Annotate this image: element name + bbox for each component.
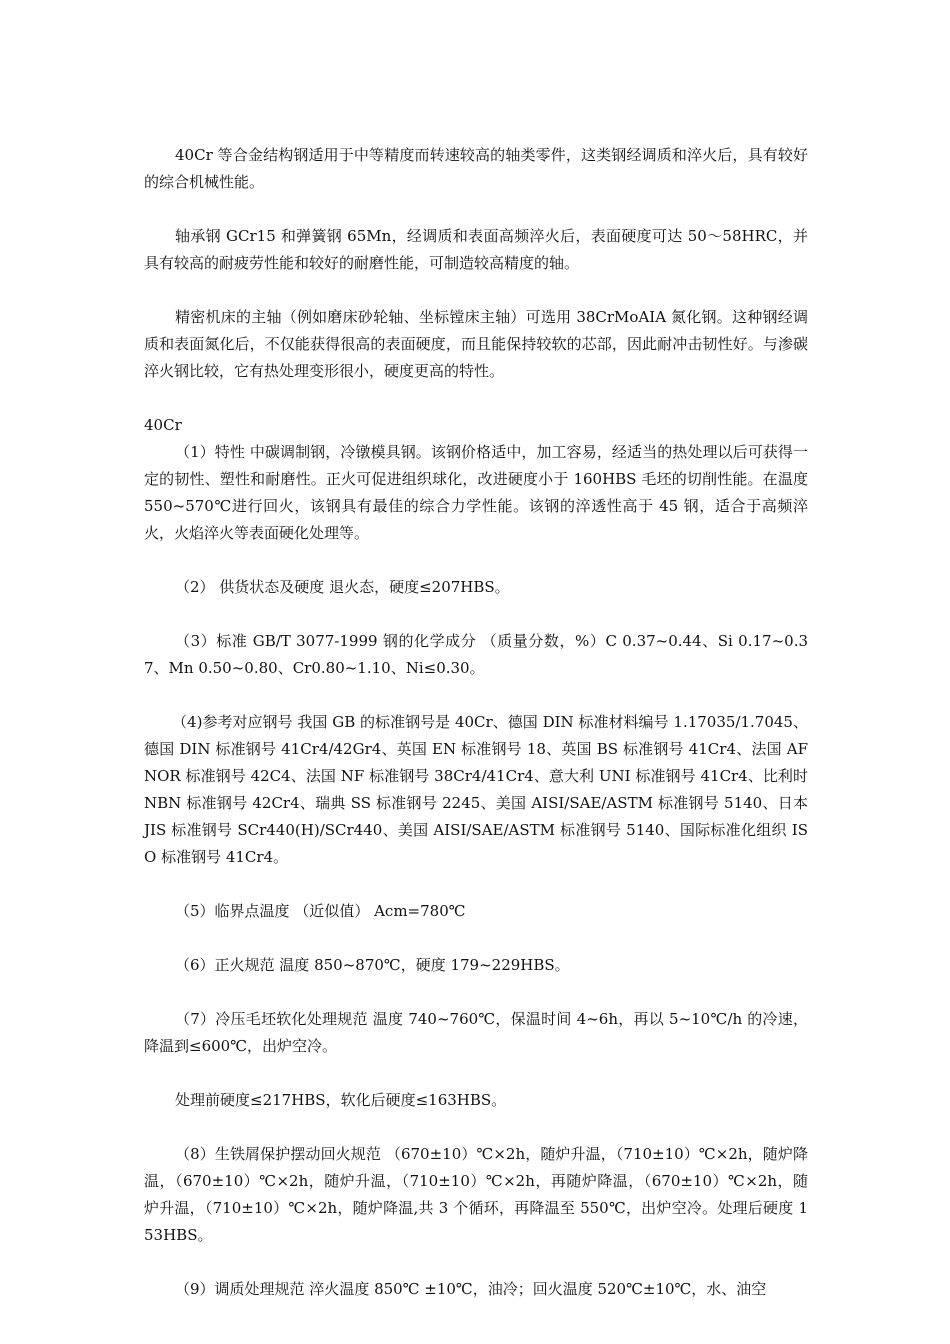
- item-supply-state: （2） 供货状态及硬度 退火态，硬度≤207HBS。: [175, 578, 510, 596]
- item-softening-treatment: （7）冷压毛坯软化处理规范 温度 740~760℃，保温时间 4~6h，再以 5~10℃/h 的冷速，降温到≤600℃，出炉空冷。: [144, 1010, 808, 1055]
- item-softening-hardness: 处理前硬度≤217HBS，软化后硬度≤163HBS。: [175, 1091, 507, 1109]
- item-normalizing: （6）正火规范 温度 850~870℃，硬度 179~229HBS。: [175, 956, 570, 974]
- document-page: [144, 142, 808, 1303]
- item-quench-temper: （9）调质处理规范 淬火温度 850℃ ±10℃，油冷；回火温度 520℃±10℃，水、油空: [175, 1280, 767, 1298]
- item-chemical-composition: （3）标准 GB/T 3077-1999 钢的化学成分 （质量分数，%）C 0.37~0.44、Si 0.17~0.37、Mn 0.50~0.80、Cr0.80~1.10、Ni≤0.30。: [144, 632, 808, 677]
- item-critical-temperature: （5）临界点温度 （近似值） Acm=780℃: [175, 902, 466, 920]
- section-title: 40Cr: [144, 416, 182, 434]
- intro-paragraph-40cr: 40Cr 等合金结构钢适用于中等精度而转速较高的轴类零件，这类钢经调质和淬火后，具有较好的综合机械性能。: [144, 146, 808, 191]
- item-swing-tempering: （8）生铁屑保护摆动回火规范 （670±10）℃×2h，随炉升温，（710±10）℃×2h，随炉降温，（670±10）℃×2h，随炉升温，（710±10）℃×2h，再随炉降温，（670±10）℃×2h，随炉升温，（710±10）℃×2h，随炉降温,共 3 个循环，再降温至 550℃，出炉空冷。处理后硬度 153HBS。: [144, 1145, 808, 1244]
- intro-paragraph-nitriding-steel: 精密机床的主轴（例如磨床砂轮轴、坐标镗床主轴）可选用 38CrMoAIA 氮化钢。这种钢经调质和表面氮化后，不仅能获得很高的表面硬度，而且能保持较软的芯部，因此耐冲击韧性好。与渗碳淬火钢比较，它有热处理变形很小，硬度更高的特性。: [144, 308, 808, 380]
- intro-paragraph-bearing-steel: 轴承钢 GCr15 和弹簧钢 65Mn，经调质和表面高频淬火后，表面硬度可达 50～58HRC，并具有较高的耐疲劳性能和较好的耐磨性能，可制造较高精度的轴。: [144, 227, 808, 272]
- item-characteristics: （1）特性 中碳调制钢，冷镦模具钢。该钢价格适中，加工容易，经适当的热处理以后可获得一定的韧性、塑性和耐磨性。正火可促进组织球化，改进硬度小于 160HBS 毛坯的切削性能。在温度 550~570℃进行回火，该钢具有最佳的综合力学性能。该钢的淬透性高于 45 钢，适合于高频淬火，火焰淬火等表面硬化处理等。: [144, 443, 808, 542]
- item-reference-grades: （4)参考对应钢号 我国 GB 的标准钢号是 40Cr、德国 DIN 标准材料编号 1.17035/1.7045、德国 DIN 标准钢号 41Cr4/42Gr4、英国 EN 标准钢号 18、英国 BS 标准钢号 41Cr4、法国 AFNOR 标准钢号 42C4、法国 NF 标准钢号 38Cr4/41Cr4、意大利 UNI 标准钢号 41Cr4、比利时 NBN 标准钢号 42Cr4、瑞典 SS 标准钢号 2245、美国 AISI/SAE/ASTM 标准钢号 5140、日本 JIS 标准钢号 SCr440(H)/SCr440、美国 AISI/SAE/ASTM 标准钢号 5140、国际标准化组织 ISO 标准钢号 41Cr4。: [144, 713, 808, 866]
